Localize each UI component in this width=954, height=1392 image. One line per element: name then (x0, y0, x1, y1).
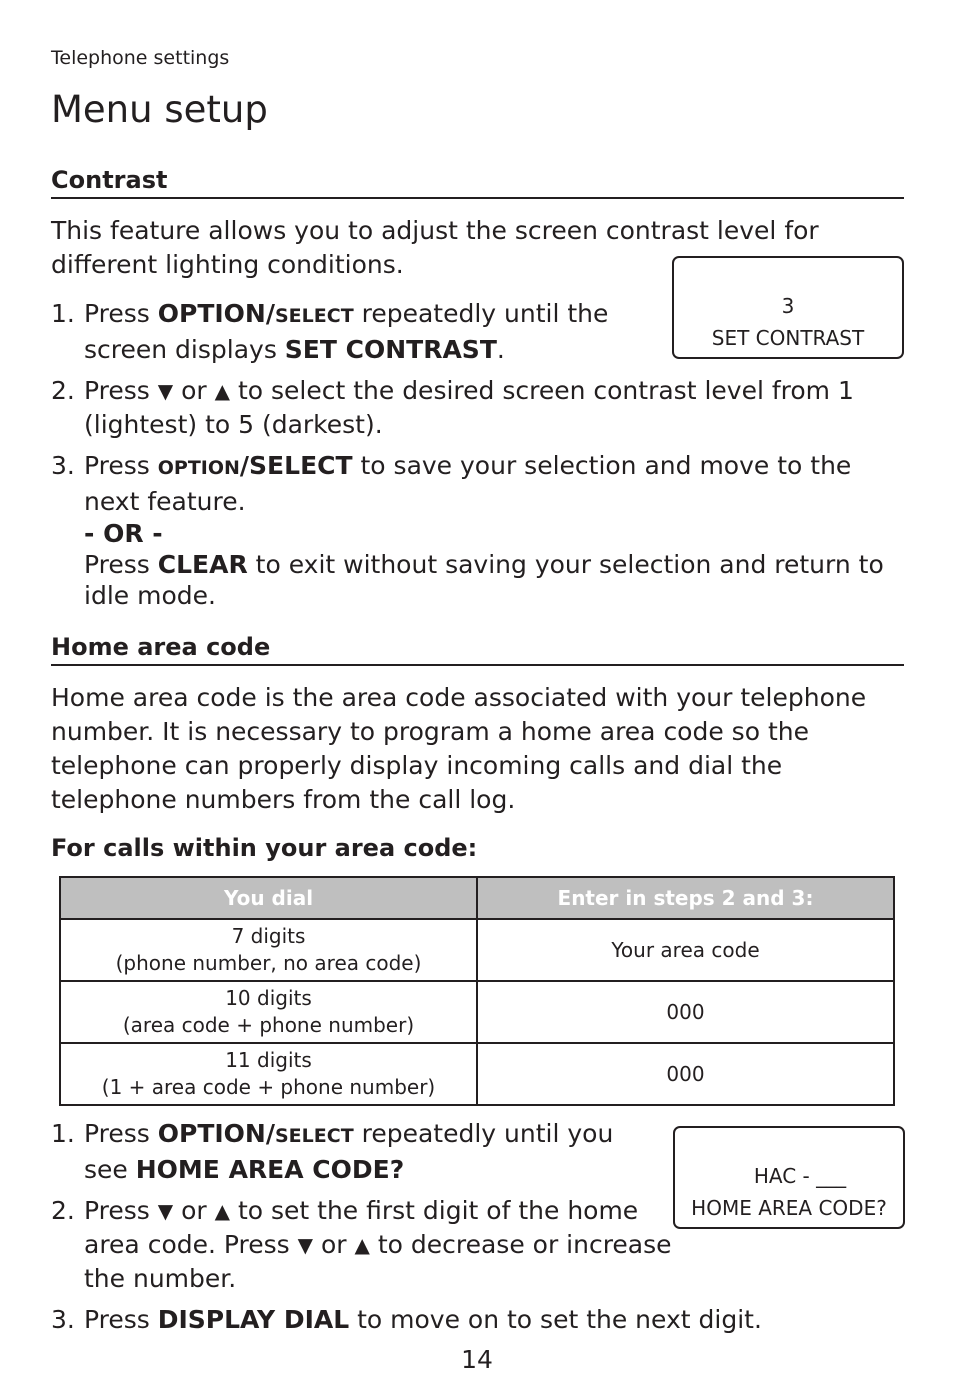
key-select: /SELECT (239, 451, 353, 480)
step-text: Press (84, 451, 158, 480)
section-label: Telephone settings (51, 47, 230, 69)
screen-line-2: SET CONTRAST (711, 326, 865, 350)
table-row (60, 1043, 894, 1105)
list-item (51, 449, 904, 611)
list-item (51, 1117, 664, 1186)
step-number: 1. (51, 299, 75, 328)
step-text: Press (84, 1196, 158, 1225)
step-text: repeatedly until you see (84, 1119, 614, 1184)
list-item (51, 297, 644, 366)
list-item (51, 1194, 674, 1295)
step-text: Press (84, 1305, 158, 1334)
column-header: You dial (60, 877, 477, 919)
step-text: or (313, 1230, 355, 1259)
list-item (51, 374, 904, 441)
screen-text: HOME AREA CODE? (135, 1155, 405, 1184)
area-code-table (59, 876, 895, 1106)
step-text: to move on to set the next digit. (349, 1305, 762, 1334)
digits-count: 11 digits (225, 1048, 312, 1072)
digits-note: (1 + area code + phone number) (101, 1075, 436, 1099)
down-arrow-icon: ▼ (297, 1233, 314, 1257)
table-cell-dial (60, 1043, 477, 1105)
table-row (60, 981, 894, 1043)
step-text: to select the desired screen contrast level from 1 (lightest) to 5 (darkest). (84, 376, 854, 439)
table-cell-enter: Your area code (477, 919, 894, 981)
table-cell-enter: 000 (477, 981, 894, 1043)
page-number: 14 (461, 1345, 493, 1374)
key-clear: CLEAR (157, 550, 248, 579)
key-display-dial: DISPLAY DIAL (157, 1305, 350, 1334)
contrast-steps (51, 297, 904, 619)
digits-note: (phone number, no area code) (115, 951, 422, 975)
step-number: 2. (51, 376, 75, 405)
step-text: Press (84, 299, 158, 328)
up-arrow-icon: ▲ (214, 379, 230, 403)
or-separator: - OR - (84, 519, 163, 548)
digits-note: (area code + phone number) (122, 1013, 415, 1037)
screen-line-2: HOME AREA CODE? (691, 1196, 887, 1220)
step-text: to save your selection and move to the next feature. (84, 451, 852, 516)
key-select: SELECT (275, 305, 354, 327)
step-number: 1. (51, 1119, 75, 1148)
down-arrow-icon: ▼ (157, 379, 174, 403)
digits-count: 10 digits (225, 986, 312, 1010)
step-text: to exit without saving your selection and return to idle mode. (84, 550, 884, 610)
step-text: to set the first digit of the home area code. Press (84, 1196, 639, 1259)
home-area-code-steps (51, 1117, 904, 1344)
down-arrow-icon: ▼ (157, 1199, 174, 1223)
up-arrow-icon: ▲ (214, 1199, 230, 1223)
key-option: OPTION/ (157, 1119, 275, 1148)
screen-line-1: 3 (781, 294, 795, 318)
table-header-row (60, 877, 894, 919)
step-text: . (496, 335, 505, 364)
key-option: OPTION (157, 457, 240, 479)
step-number: 2. (51, 1196, 75, 1225)
digits-count: 7 digits (231, 924, 306, 948)
contrast-heading: Contrast (51, 166, 904, 199)
up-arrow-icon: ▲ (354, 1233, 370, 1257)
table-row (60, 919, 894, 981)
step-text: Press (84, 1119, 158, 1148)
step-text: or (173, 1196, 215, 1225)
step-text: Press (84, 550, 158, 579)
step-number: 3. (51, 451, 75, 480)
key-option: OPTION/ (157, 299, 275, 328)
step-text: to decrease or increase the number. (84, 1230, 672, 1293)
column-header: Enter in steps 2 and 3: (477, 877, 894, 919)
table-cell-dial (60, 981, 477, 1043)
step-number: 3. (51, 1305, 75, 1334)
screen-line-1: HAC - ___ (753, 1164, 847, 1188)
page-title: Menu setup (51, 88, 268, 131)
table-caption: For calls within your area code: (51, 834, 478, 862)
step-text: repeatedly until the screen displays (84, 299, 609, 364)
list-item (51, 1303, 904, 1336)
home-area-code-heading: Home area code (51, 633, 904, 666)
step-text: Press (84, 376, 158, 405)
key-select: SELECT (275, 1125, 354, 1147)
step-text: or (173, 376, 215, 405)
table-cell-dial (60, 919, 477, 981)
contrast-intro: This feature allows you to adjust the screen contrast level for different lighting conditions. (51, 216, 819, 279)
table-cell-enter: 000 (477, 1043, 894, 1105)
screen-text: SET CONTRAST (284, 335, 497, 364)
home-area-code-intro: Home area code is the area code associated with your telephone number. It is necessary to program a home area code so the telephone can properly display incoming calls and dial the telephone numbers from the call log. (51, 683, 867, 814)
